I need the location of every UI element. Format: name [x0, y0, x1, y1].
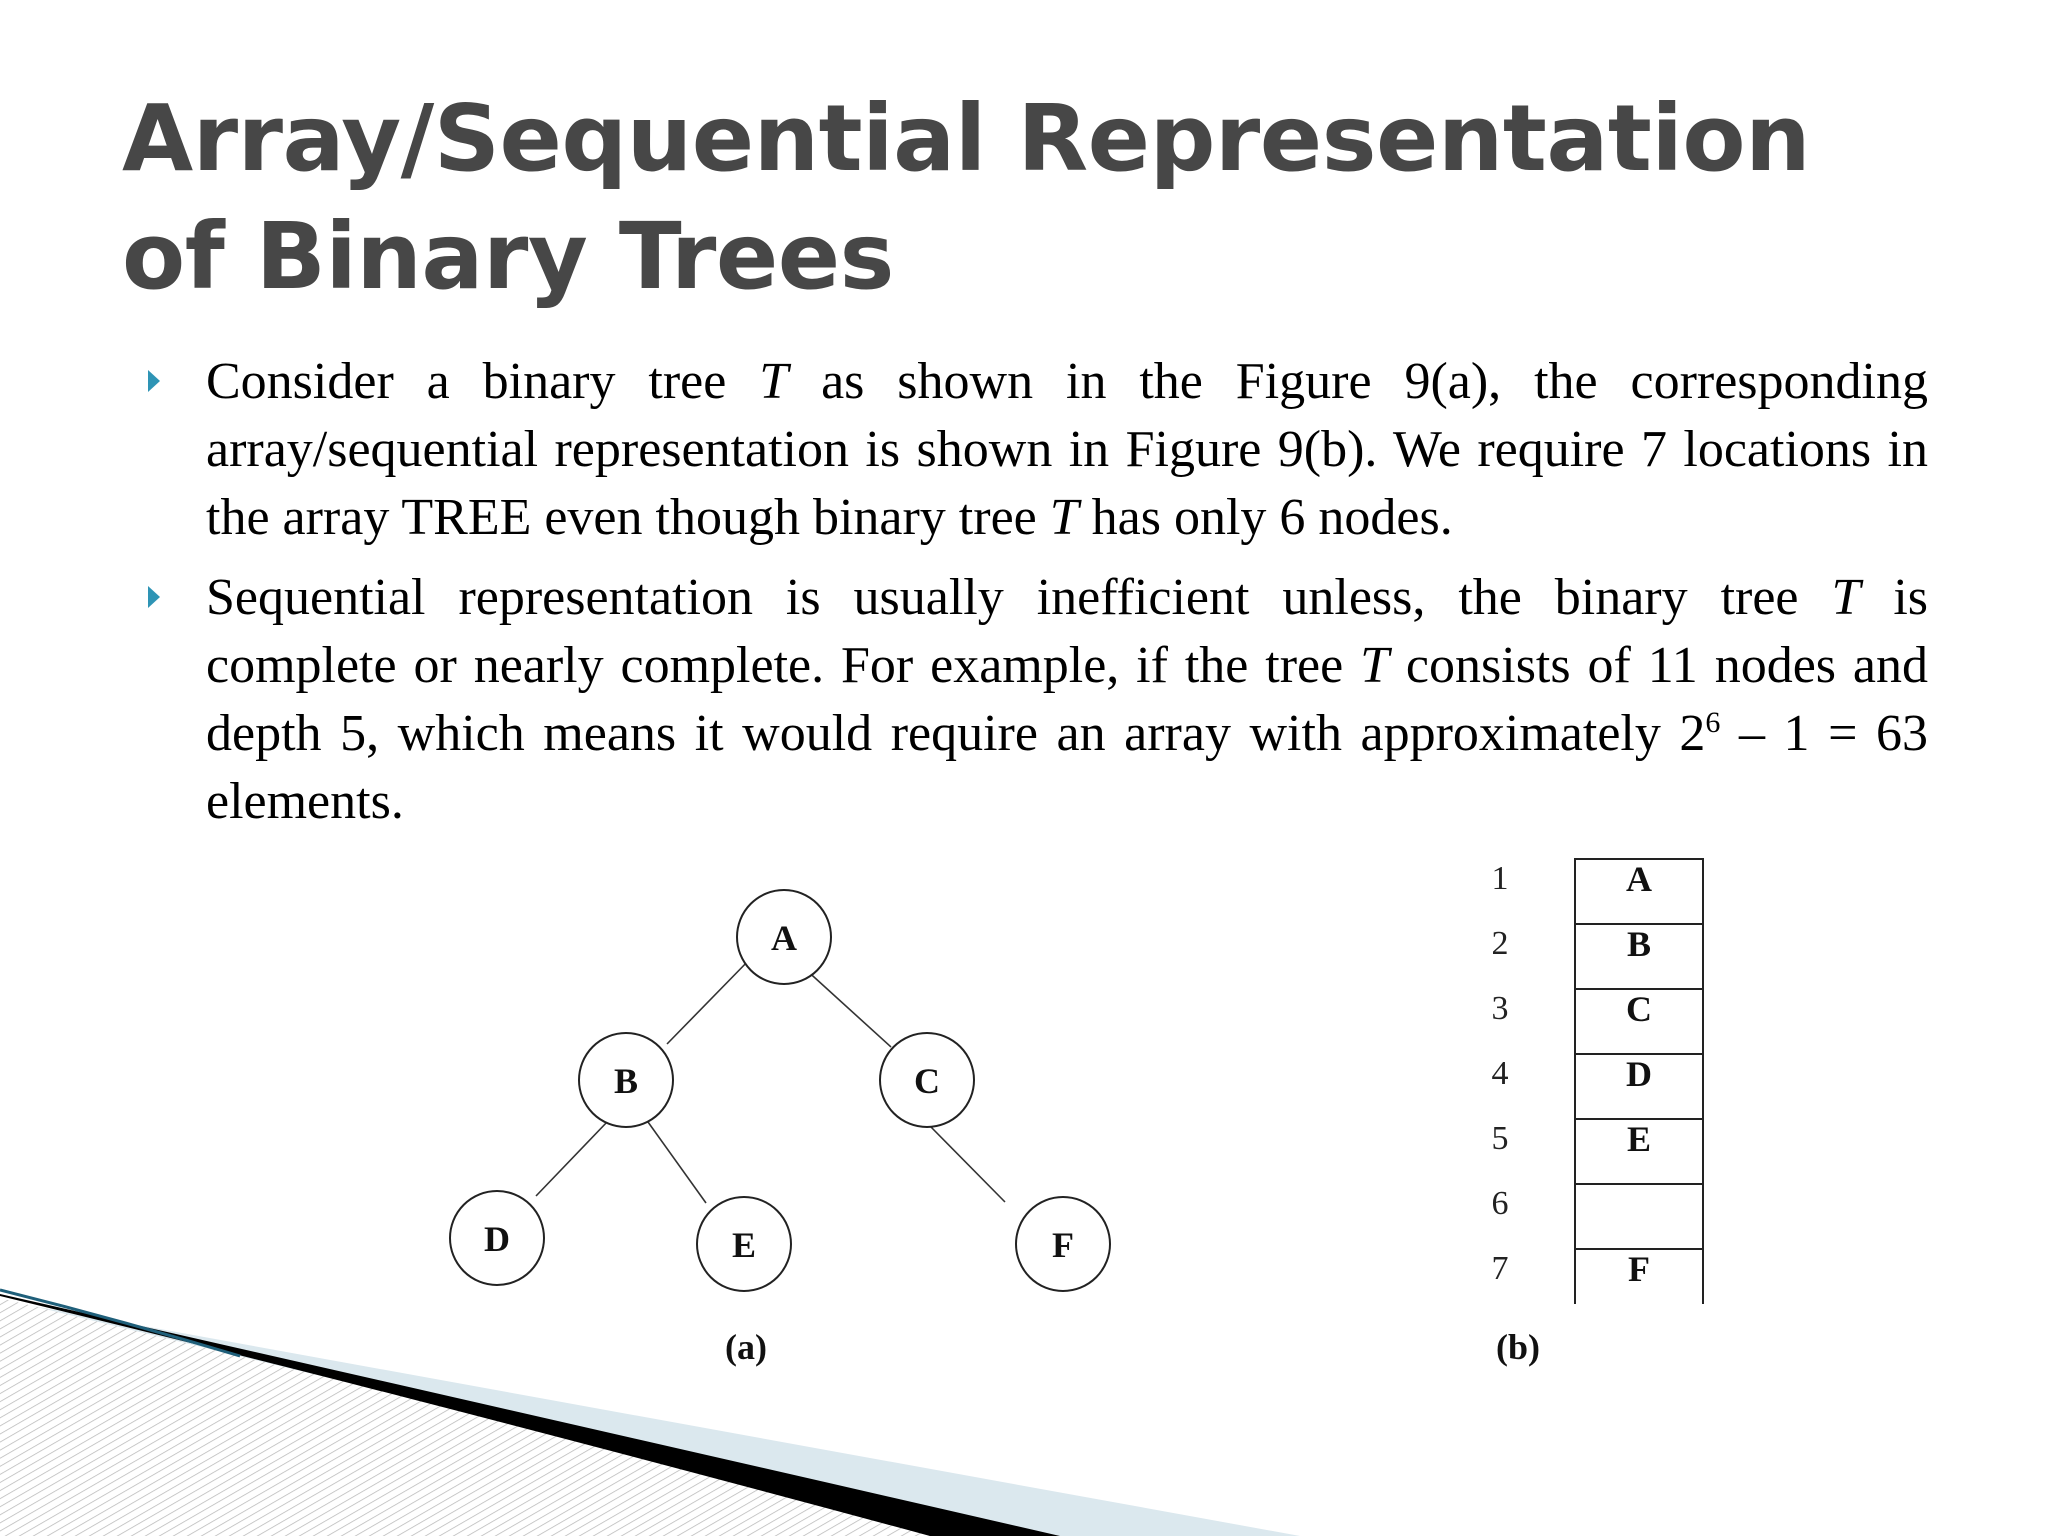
array-row [1492, 1054, 1704, 1119]
array-cell-value: F [1628, 1249, 1650, 1289]
array-cell-value: D [1626, 1054, 1652, 1094]
bullet-item [148, 564, 1928, 836]
bullet-text: Consider a binary tree T as shown in the Figure 9(a), the corresponding array/sequential representation is shown in Figure 9(b). We require 7 locations in the array TREE even though binary tree T has only 6 nodes. [206, 353, 1928, 546]
array-figure [1460, 850, 1760, 1380]
array-row [1492, 1249, 1704, 1304]
slide-decoration [0, 1280, 1300, 1536]
tree-node-label: C [914, 1061, 940, 1101]
tree-edge [536, 1121, 608, 1196]
array-index: 4 [1491, 1055, 1509, 1092]
array-row [1492, 924, 1704, 989]
figure-b-caption: (b) [1496, 1327, 1540, 1367]
triangle-bullet-icon [148, 586, 160, 608]
triangle-bullet-icon [148, 370, 160, 392]
array-cell-value: B [1626, 924, 1652, 964]
array-cell [1575, 1184, 1703, 1249]
tree-node-label: F [1052, 1225, 1074, 1265]
bullet-item [148, 348, 1928, 552]
array-index: 5 [1491, 1120, 1509, 1157]
array-index: 3 [1491, 990, 1509, 1027]
tree-edge [648, 1122, 706, 1203]
array-cell-value: A [1626, 859, 1652, 899]
tree-edge [667, 957, 752, 1044]
array-cell-value: C [1626, 989, 1652, 1029]
array-index: 2 [1491, 925, 1509, 962]
tree-node-label: E [731, 1225, 757, 1265]
array-row [1492, 1119, 1704, 1184]
tree-node-label: D [484, 1219, 510, 1259]
array-index: 7 [1491, 1250, 1509, 1287]
tree-node-label: A [771, 918, 797, 958]
array-cell-value: E [1626, 1119, 1652, 1159]
array-index: 1 [1491, 860, 1509, 897]
array-row [1492, 989, 1704, 1054]
array-index: 6 [1491, 1185, 1509, 1222]
bullet-list [148, 348, 1928, 848]
tree-node-label: B [613, 1061, 639, 1101]
slide-title: Array/Sequential Representation of Binary Trees [122, 85, 1811, 310]
bullet-text: Sequential representation is usually inefficient unless, the binary tree T is complete or nearly complete. For example, if the tree T consists of 11 nodes and depth 5, which means it would require an array with approximately $2^6 - 1 = 63$ elements. [206, 569, 1929, 830]
figure-a-caption: (a) [725, 1327, 767, 1367]
array-row [1492, 859, 1704, 924]
array-row [1492, 1184, 1704, 1249]
tree-edge [929, 1125, 1005, 1202]
